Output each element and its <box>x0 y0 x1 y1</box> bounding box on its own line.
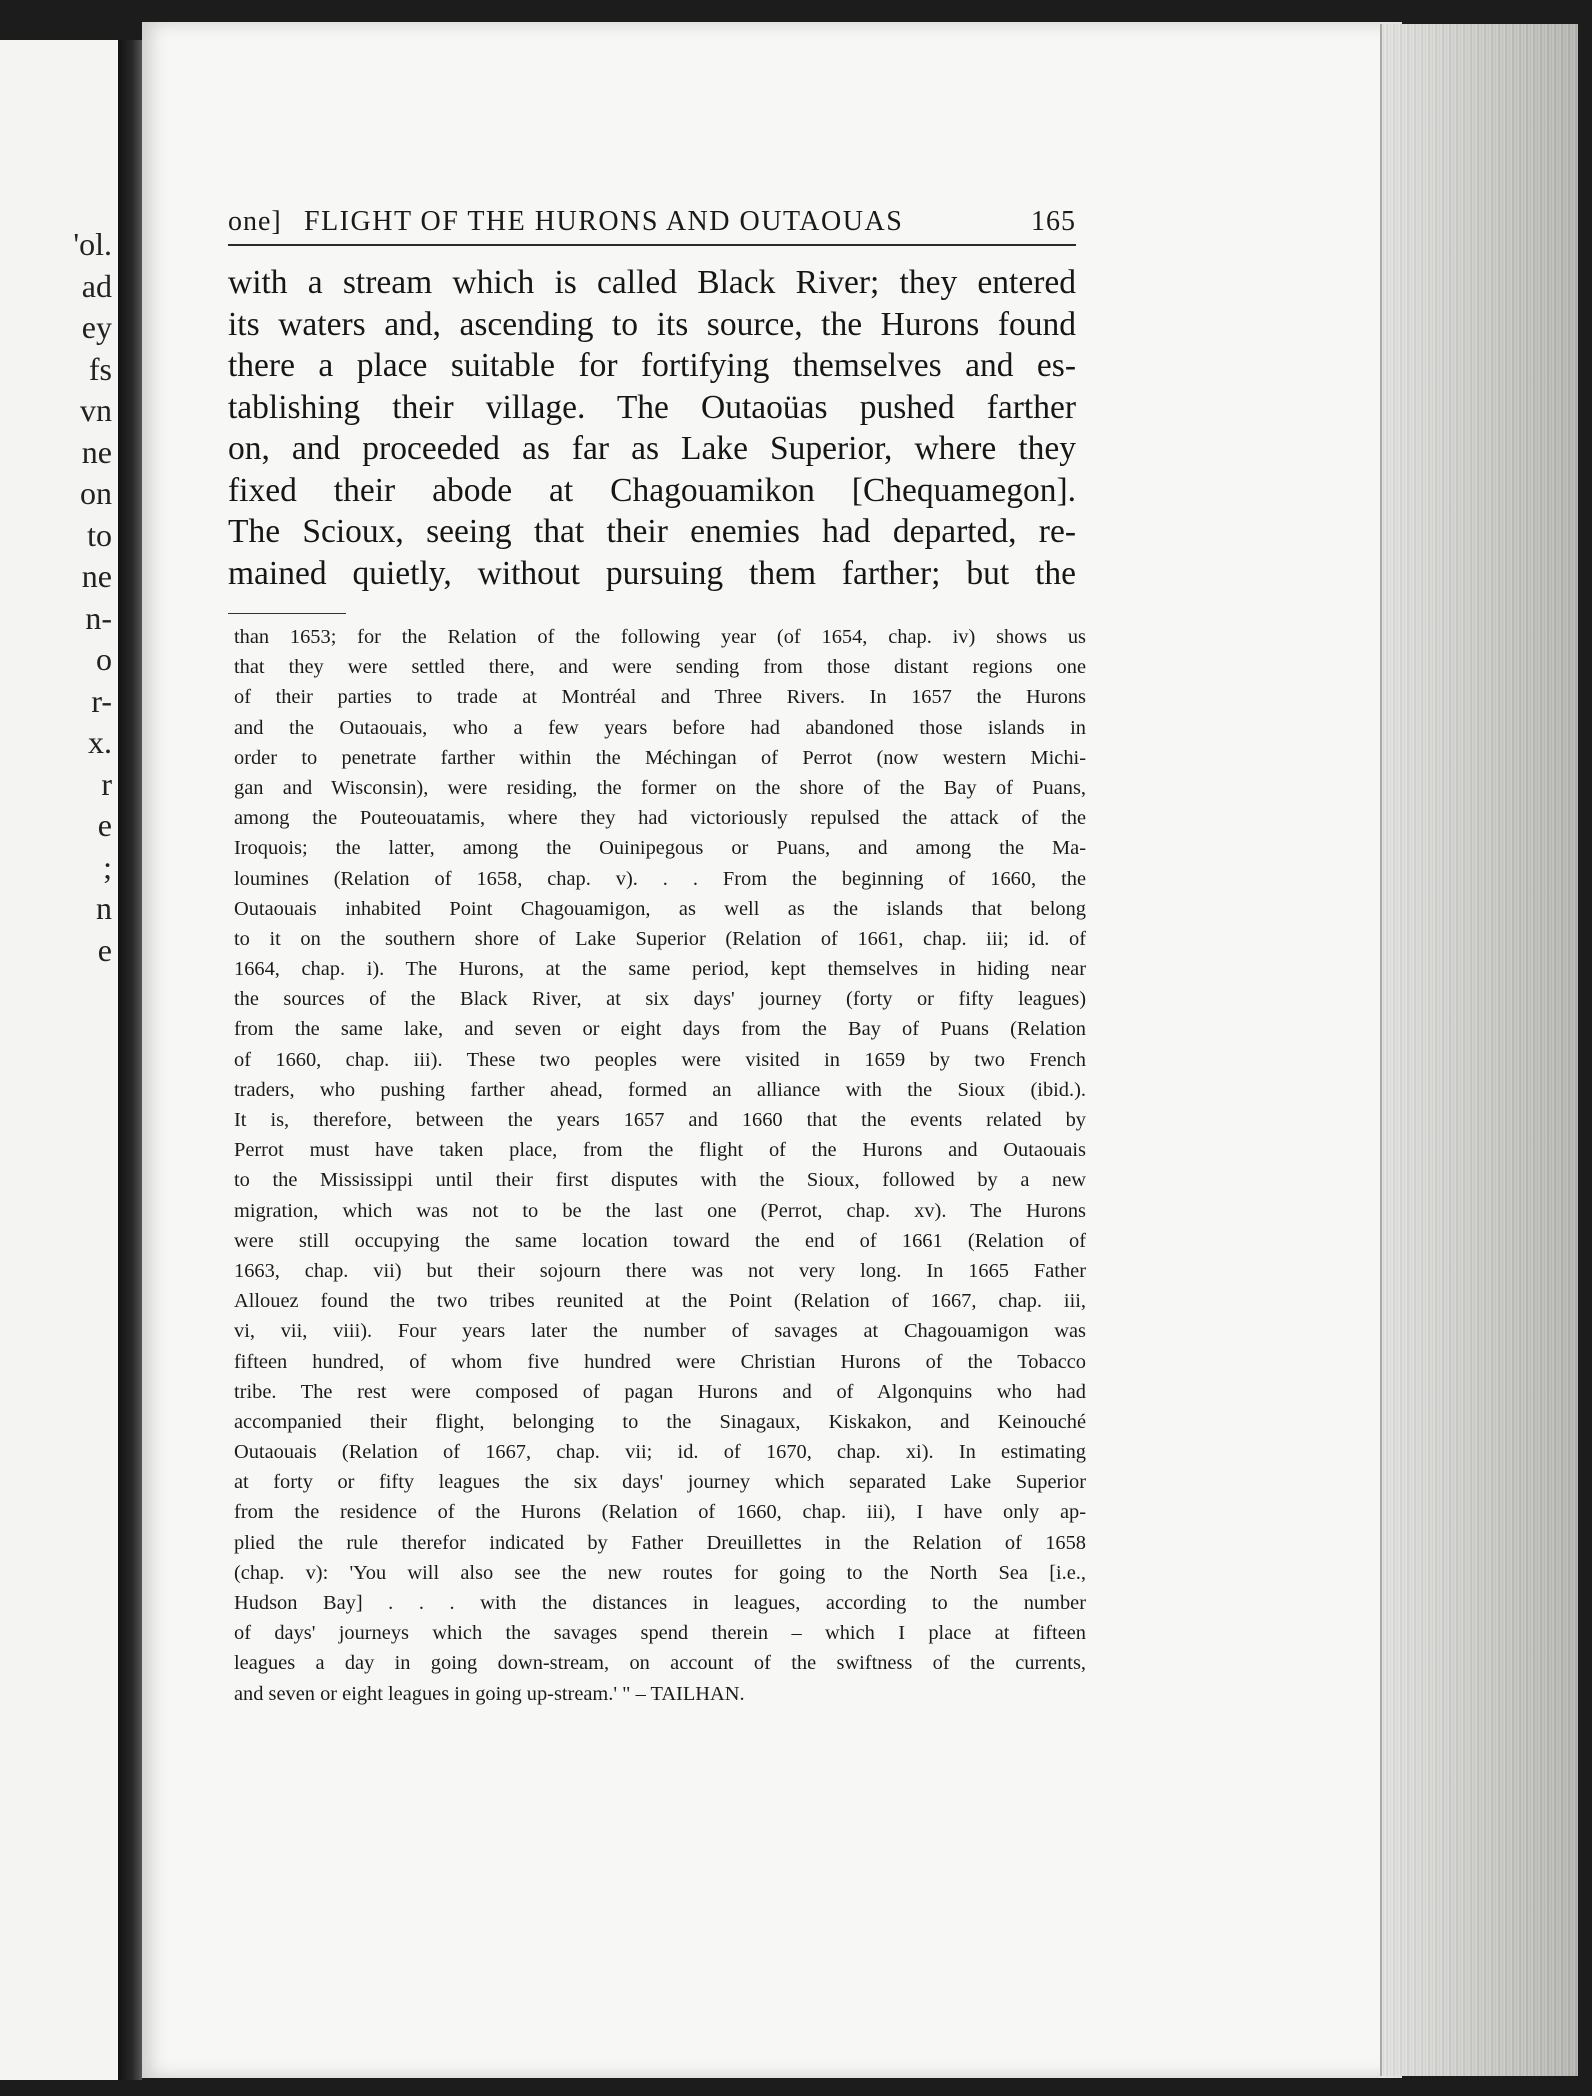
left-page-fragment: to <box>87 516 112 553</box>
body-line: fixed their abode at Chagouamikon [Chequamegon]. <box>228 471 1076 509</box>
footnote-line: migration, which was not to be the last one (Perrot, chap. xv). The Hurons <box>234 1199 1086 1222</box>
left-page-fragment: r <box>101 765 112 802</box>
footnote-line: to it on the southern shore of Lake Superior (Relation of 1661, chap. iii; id. of <box>234 927 1086 950</box>
left-page-fragment: n- <box>85 599 112 636</box>
footnote-line: plied the rule therefor indicated by Father Dreuillettes in the Relation of 1658 <box>234 1531 1086 1554</box>
left-page-fragment: x. <box>88 724 112 760</box>
footnote-rule <box>228 613 346 614</box>
book-gutter <box>118 40 142 2080</box>
left-page-fragment: ne <box>81 433 112 470</box>
header-title: FLIGHT OF THE HURONS AND OUTAOUAS <box>304 206 904 237</box>
left-page-fragment: e <box>97 807 112 843</box>
left-page-fragment: ad <box>81 267 112 304</box>
page-number: 165 <box>1031 206 1076 237</box>
body-line: its waters and, ascending to its source, the Hurons found <box>228 305 1076 343</box>
body-text <box>228 262 1076 594</box>
body-line: there a place suitable for fortifying themselves and es- <box>228 347 1076 384</box>
body-line: mained quietly, without pursuing them farther; but the <box>228 554 1076 592</box>
footnote-line: leagues a day in going down-stream, on account of the swiftness of the currents, <box>234 1652 1086 1675</box>
footnote-line: among the Pouteouatamis, where they had victoriously repulsed the attack of the <box>234 807 1086 830</box>
footnote-line: loumines (Relation of 1658, chap. v). . . From the beginning of 1660, the <box>234 867 1086 890</box>
footnote-line: and seven or eight leagues in going up-stream.' " – TAILHAN. <box>234 1682 745 1705</box>
header-section: one] <box>228 206 282 237</box>
body-line: on, and proceeded as far as Lake Superior, where they <box>228 430 1076 467</box>
left-page-fragment: e <box>97 931 112 968</box>
footnote-line: that they were settled there, and were sending from those distant regions one <box>234 656 1086 679</box>
footnote-line: vi, vii, viii). Four years later the number of savages at Chagouamigon was <box>234 1320 1086 1343</box>
left-page-fragment: ne <box>81 558 112 594</box>
left-page-fragment: r- <box>91 682 112 719</box>
footnote-line: the sources of the Black River, at six days' journey (forty or fifty leagues) <box>234 988 1086 1011</box>
footnote-line: Allouez found the two tribes reunited at the Point (Relation of 1667, chap. iii, <box>234 1290 1086 1313</box>
footnote-line: and the Outaouais, who a few years before had abandoned those islands in <box>234 716 1086 739</box>
left-facing-page <box>0 40 118 2080</box>
body-line: The Scioux, seeing that their enemies had departed, re- <box>228 513 1076 550</box>
left-page-fragment: n <box>96 890 112 926</box>
footnote-line: 1663, chap. vii) but their sojourn there was not very long. In 1665 Father <box>234 1259 1086 1282</box>
footnote-line: to the Mississippi until their first disputes with the Sioux, followed by a new <box>234 1169 1086 1192</box>
body-line: with a stream which is called Black River; they entered <box>228 264 1076 301</box>
footnote-line: fifteen hundred, of whom five hundred were Christian Hurons of the Tobacco <box>234 1350 1086 1373</box>
left-page-fragment: 'ol. <box>73 226 112 262</box>
footnote-line: gan and Wisconsin), were residing, the former on the shore of the Bay of Puans, <box>234 776 1086 799</box>
body-line: tablishing their village. The Outaoüas pushed farther <box>228 388 1076 426</box>
footnote-line: of 1660, chap. iii). These two peoples were visited in 1659 by two French <box>234 1048 1086 1071</box>
footnote-line: Hudson Bay] . . . with the distances in leagues, according to the number <box>234 1592 1086 1614</box>
left-page-fragment: fs <box>88 350 112 387</box>
footnote-line: from the residence of the Hurons (Relation of 1660, chap. iii), I have only ap- <box>234 1501 1086 1524</box>
footnote-line: Iroquois; the latter, among the Ouinipegous or Puans, and among the Ma- <box>234 837 1086 860</box>
page-edges <box>1380 24 1578 2076</box>
footnote-line: Outaouais inhabited Point Chagouamigon, as well as the islands that belong <box>234 897 1086 920</box>
footnote-line: 1664, chap. i). The Hurons, at the same period, kept themselves in hiding near <box>234 958 1086 981</box>
footnote-line: of days' journeys which the savages spend therein – which I place at fifteen <box>234 1622 1086 1645</box>
footnote-line: at forty or fifty leagues the six days' journey which separated Lake Superior <box>234 1471 1086 1494</box>
footnote-line: Outaouais (Relation of 1667, chap. vii; id. of 1670, chap. xi). In estimating <box>234 1441 1086 1464</box>
footnote <box>234 622 1086 1709</box>
footnote-line: traders, who pushing farther ahead, formed an alliance with the Sioux (ibid.). <box>234 1078 1086 1101</box>
footnote-line: were still occupying the same location toward the end of 1661 (Relation of <box>234 1229 1086 1252</box>
footnote-line: of their parties to trade at Montréal and Three Rivers. In 1657 the Hurons <box>234 686 1086 709</box>
left-page-fragment: ; <box>103 848 112 885</box>
footnote-line: tribe. The rest were composed of pagan Hurons and of Algonquins who had <box>234 1380 1086 1403</box>
footnote-line: than 1653; for the Relation of the following year (of 1654, chap. iv) shows us <box>234 626 1086 648</box>
footnote-line: (chap. v): 'You will also see the new routes for going to the North Sea [i.e., <box>234 1561 1086 1584</box>
footnote-line: It is, therefore, between the years 1657 and 1660 that the events related by <box>234 1109 1086 1131</box>
footnote-line: Perrot must have taken place, from the flight of the Hurons and Outaouais <box>234 1139 1086 1162</box>
left-page-fragment: vn <box>80 392 112 428</box>
running-header <box>228 200 1076 246</box>
left-page-fragment: ey <box>81 309 112 345</box>
left-page-fragment: o <box>96 641 112 677</box>
left-page-fragment: on <box>80 475 112 511</box>
footnote-line: from the same lake, and seven or eight days from the Bay of Puans (Relation <box>234 1018 1086 1041</box>
footnote-line: accompanied their flight, belonging to the Sinagaux, Kiskakon, and Keinouché <box>234 1410 1086 1433</box>
footnote-line: order to penetrate farther within the Méchingan of Perrot (now western Michi- <box>234 746 1086 769</box>
